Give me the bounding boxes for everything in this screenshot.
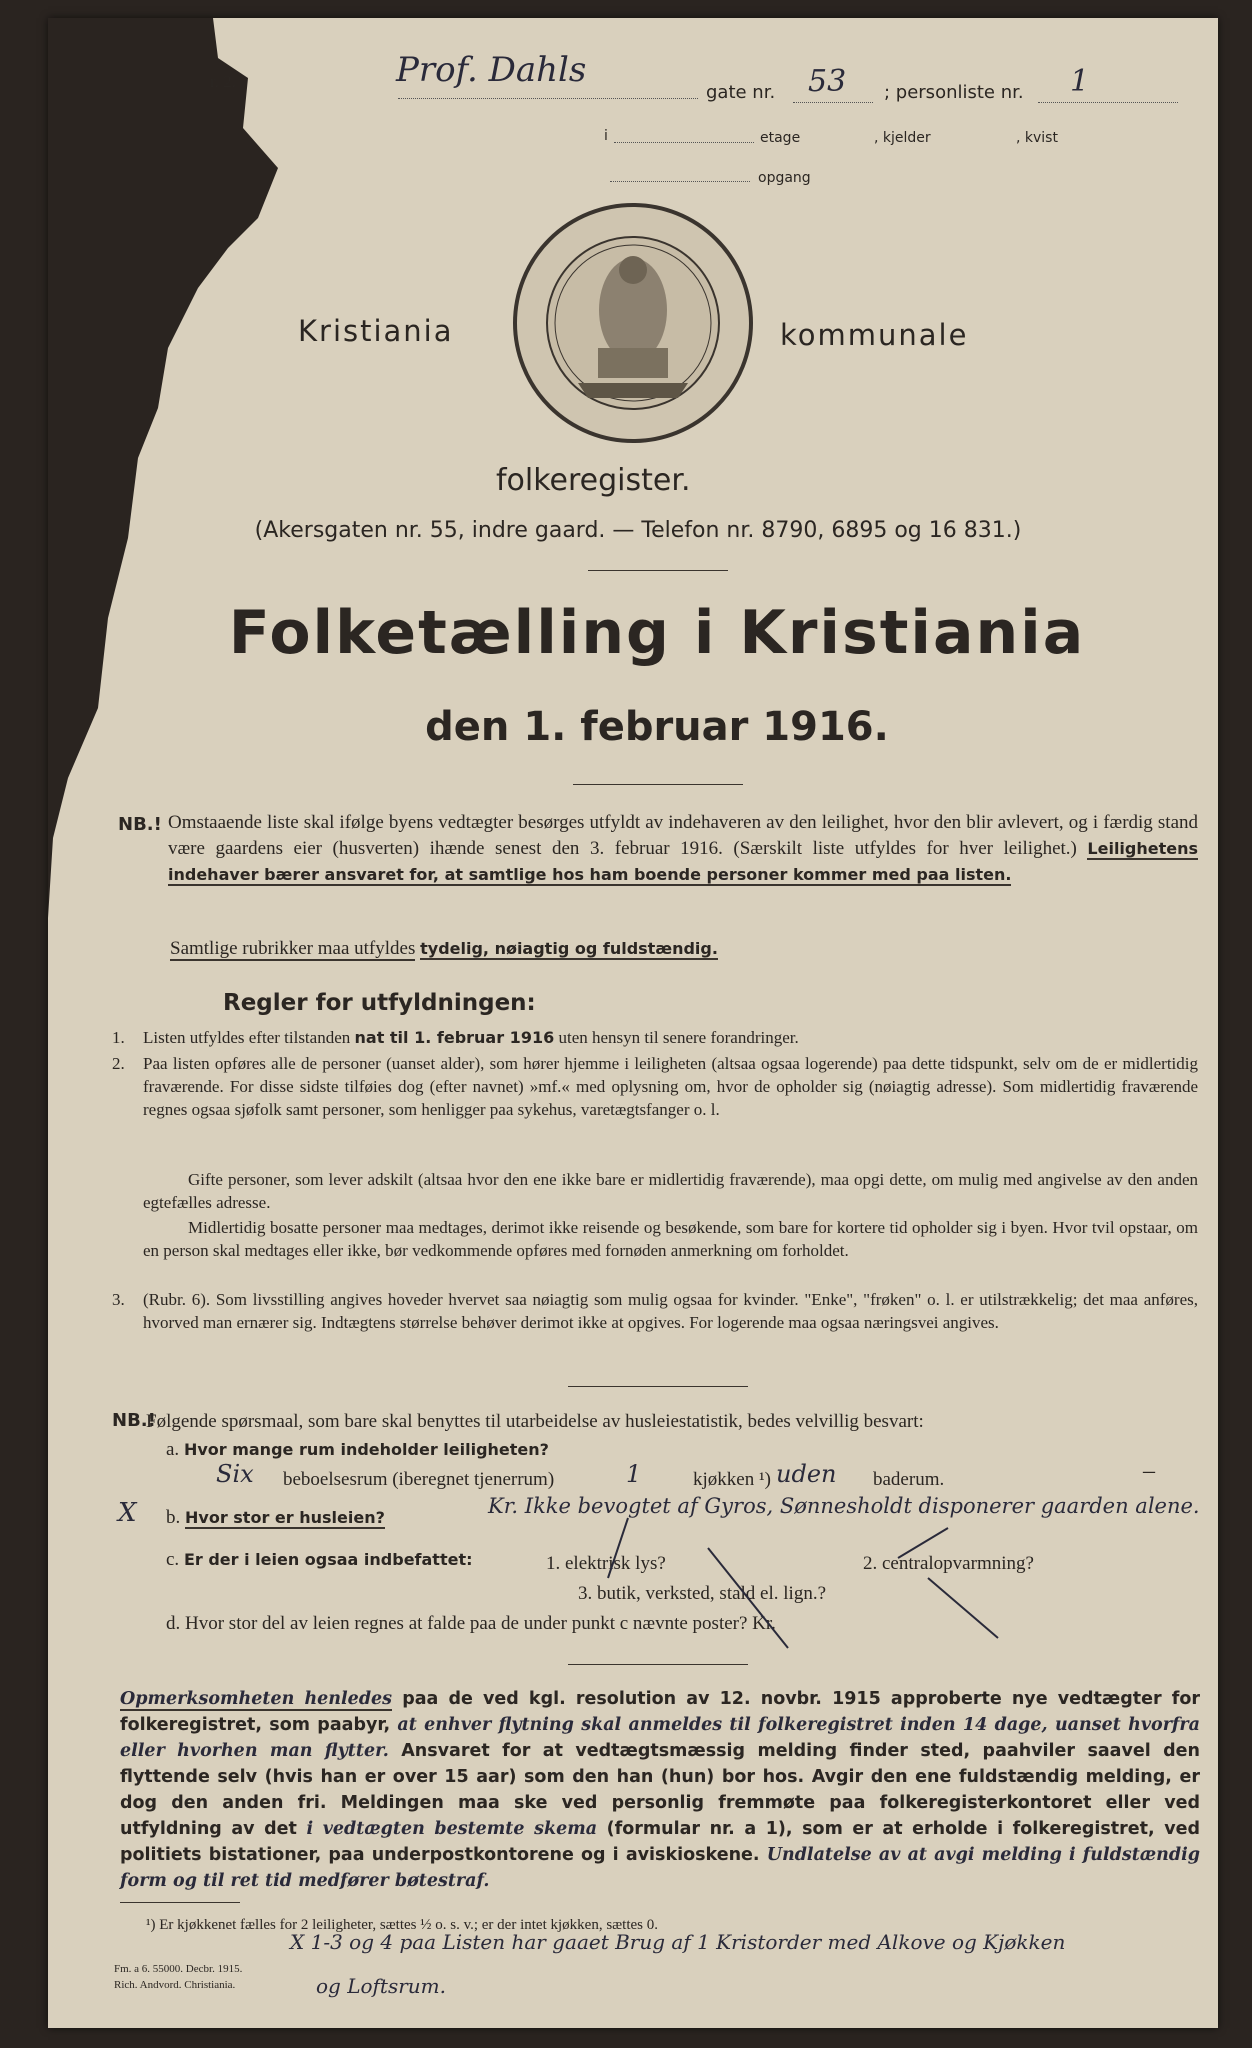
rule-1-number: 1. bbox=[112, 1028, 125, 1047]
qc-option-1: 1. elektrisk lys? bbox=[546, 1553, 666, 1574]
address-line: (Akersgaten nr. 55, indre gaard. — Telefon nr. 8790, 6895 og 16 831.) bbox=[254, 518, 1022, 543]
qc-option-2: 2. centralopvarmning? bbox=[863, 1553, 1034, 1574]
kristiania-word: Kristiania bbox=[298, 314, 454, 348]
nb2-intro: Følgende spørsmaal, som bare skal benyttes til utarbeidelse av husleiestatistik, bedes velvillig besvart: bbox=[146, 1411, 924, 1432]
nb-label-1: NB.! bbox=[118, 814, 162, 835]
street-name-handwritten: Prof. Dahls bbox=[396, 50, 587, 90]
rules-heading: Regler for utfyldningen: bbox=[223, 990, 536, 1016]
x-mark: X bbox=[118, 1498, 137, 1528]
footnote: ¹) Er kjøkkenet fælles for 2 leiligheter, sættes ½ o. s. v.; er der intet kjøkken, sættes 0. bbox=[146, 1917, 658, 1933]
census-form-sheet bbox=[48, 18, 1218, 2028]
question-b: b. Hvor stor er husleien? bbox=[166, 1507, 385, 1528]
document-title: Folketælling i Kristiania bbox=[228, 598, 1086, 668]
question-d: d. Hvor stor del av leien regnes at falde paa de under punkt c nævnte poster? Kr. bbox=[166, 1613, 776, 1634]
dash-mark: – bbox=[1143, 1458, 1155, 1484]
bath-label: baderum. bbox=[873, 1469, 945, 1490]
kristiania-seal bbox=[508, 198, 758, 448]
printer-line-1: Fm. a 6. 55000. Decbr. 1915. bbox=[114, 1963, 243, 1975]
notice-paragraph: Opmerksomheten henledes paa de ved kgl. resolution av 12. novbr. 1915 approberte nye vedtægter for folkeregistret, som paabyr, at enhver flytning skal anmeldes til folkeregistret inden 14 dage, uanset hvorfra eller hvorhen man flytter. Ansvaret for at vedtægtsmæssig melding finder sted, paahviler saavel den flyttende selv (hvis han er over 15 aar) som den han (hun) bor hos. Avgir den ene fuldstændig melding, er dog den anden fri. Meldingen maa ske ved personlig fremmøte paa folkeregisterkontoret eller ved utfyldning av det i vedtægten bestemte skema (formular nr. a 1), som er at erholde i folkeregistret, ved politiets bistationer, paa underpostkontorene og i aviskioskene. Undlatelse av at avgi melding i fuldstændig form og til ret tid medfører bøtestraf. bbox=[120, 1689, 1201, 1891]
kitchen-label: kjøkken ¹) bbox=[693, 1469, 771, 1490]
rule-2-text: Paa listen opføres alle de personer (uanset alder), som hører hjemme i leiligheten (altsaa ogsaa logerende) paa dette tidspunkt, selv om de er midlertidig fraværende. For disse sidste tilføies dog (efter navnet) »mf.« med oplysning om, hvor de opholder sig (nøiagtig adresse). Som midlertidig fraværende regnes ogsaa sjøfolk samt personer, som henligger paa sykehus, varetægtsfanger o. l. bbox=[143, 1054, 1198, 1119]
rule-1-text: Listen utfyldes efter tilstanden nat til 1. februar 1916 uten hensyn til senere forandringer. bbox=[143, 1028, 799, 1047]
gate-number: 53 bbox=[808, 64, 847, 99]
rule-2-bosatte: Midlertidig bosatte personer maa medtages, derimot ikke reisende og besøkende, som bare for kortere tid opholder sig i byen. Hvor tvil opstaar, om en person skal medtages eller ikke, bør vedkommende opføres med fornøden anmerkning om forholdet. bbox=[143, 1218, 1198, 1260]
rule-2-gifte: Gifte personer, som lever adskilt (altsaa hvor den ene ikke bare er midlertidig fraværende), maa opgi dette, om mulig med angivelse av den anden egtefælles adresse. bbox=[143, 1170, 1198, 1212]
i-label: i bbox=[604, 128, 608, 144]
etage-label: etage bbox=[760, 130, 801, 146]
rooms-count: Six bbox=[216, 1460, 254, 1488]
personliste-number: 1 bbox=[1070, 64, 1090, 99]
rooms-label: beboelsesrum (iberegnet tjenerrum) bbox=[283, 1469, 555, 1490]
bath-value: uden bbox=[776, 1460, 837, 1488]
kvist-label: , kvist bbox=[1016, 130, 1058, 146]
rule-2-number: 2. bbox=[112, 1054, 125, 1073]
rule-3-text: (Rubr. 6). Som livsstilling angives hoveder hvervet saa nøiagtig som mulig ogsaa for kvinder. "Enke", "frøken" o. l. er utilstrækkelig; det maa anføres, hvorved man ernærer sig. Indtægtens størrelse behøver derimot ikke at opgives. For logerende maa ogsaa næringsvei angives. bbox=[143, 1290, 1198, 1332]
qc-option-3: 3. butik, verksted, stald el. lign.? bbox=[578, 1583, 827, 1604]
kommunale-word: kommunale bbox=[780, 318, 969, 352]
kjelder-label: , kjelder bbox=[874, 130, 931, 146]
handwritten-note-line-2: og Loftsrum. bbox=[316, 1974, 446, 1998]
strike-marks bbox=[528, 1488, 1048, 1658]
folkeregister-word: folkeregister. bbox=[496, 463, 691, 498]
rent-answer-handwritten: Kr. Ikke bevogtet af Gyros, Sønnesholdt disponerer gaarden alene. bbox=[488, 1494, 1200, 1518]
document-date: den 1. februar 1916. bbox=[425, 704, 889, 750]
personliste-label: ; personliste nr. bbox=[884, 82, 1024, 103]
question-c: c. Er der i leien ogsaa indbefattet: bbox=[166, 1549, 473, 1570]
opgang-label: opgang bbox=[758, 170, 811, 186]
nb1-text: Omstaaende liste skal ifølge byens vedtægter besørges utfyldt av indehaveren av den leilighet, hvor den blir avlevert, og i færdig stand være gaardens eier (husverten) ihænde senest den 3. februar 1916. (Særskilt liste utfyldes for hver leilighet.) Leilighetens indehaver bærer ansvaret for, at samtlige hos ham boende personer kommer med paa listen. bbox=[168, 812, 1199, 884]
printer-line-2: Rich. Andvord. Christiania. bbox=[114, 1979, 236, 1991]
handwritten-note-line-1: X 1-3 og 4 paa Listen har gaaet Brug af 1 Kristorder med Alkove og Kjøkken bbox=[290, 1930, 1066, 1954]
gate-label: gate nr. bbox=[706, 82, 776, 103]
kitchen-count: 1 bbox=[626, 1460, 642, 1488]
nb-label-2: NB.! bbox=[112, 1410, 156, 1431]
question-a: a. Hvor mange rum indeholder leiligheten? bbox=[166, 1439, 549, 1460]
nb1-text-2: Samtlige rubrikker maa utfyldes tydelig, nøiagtig og fuldstændig. bbox=[170, 938, 718, 959]
form-number: r. 2. bbox=[210, 72, 236, 91]
rule-3-number: 3. bbox=[112, 1290, 125, 1309]
